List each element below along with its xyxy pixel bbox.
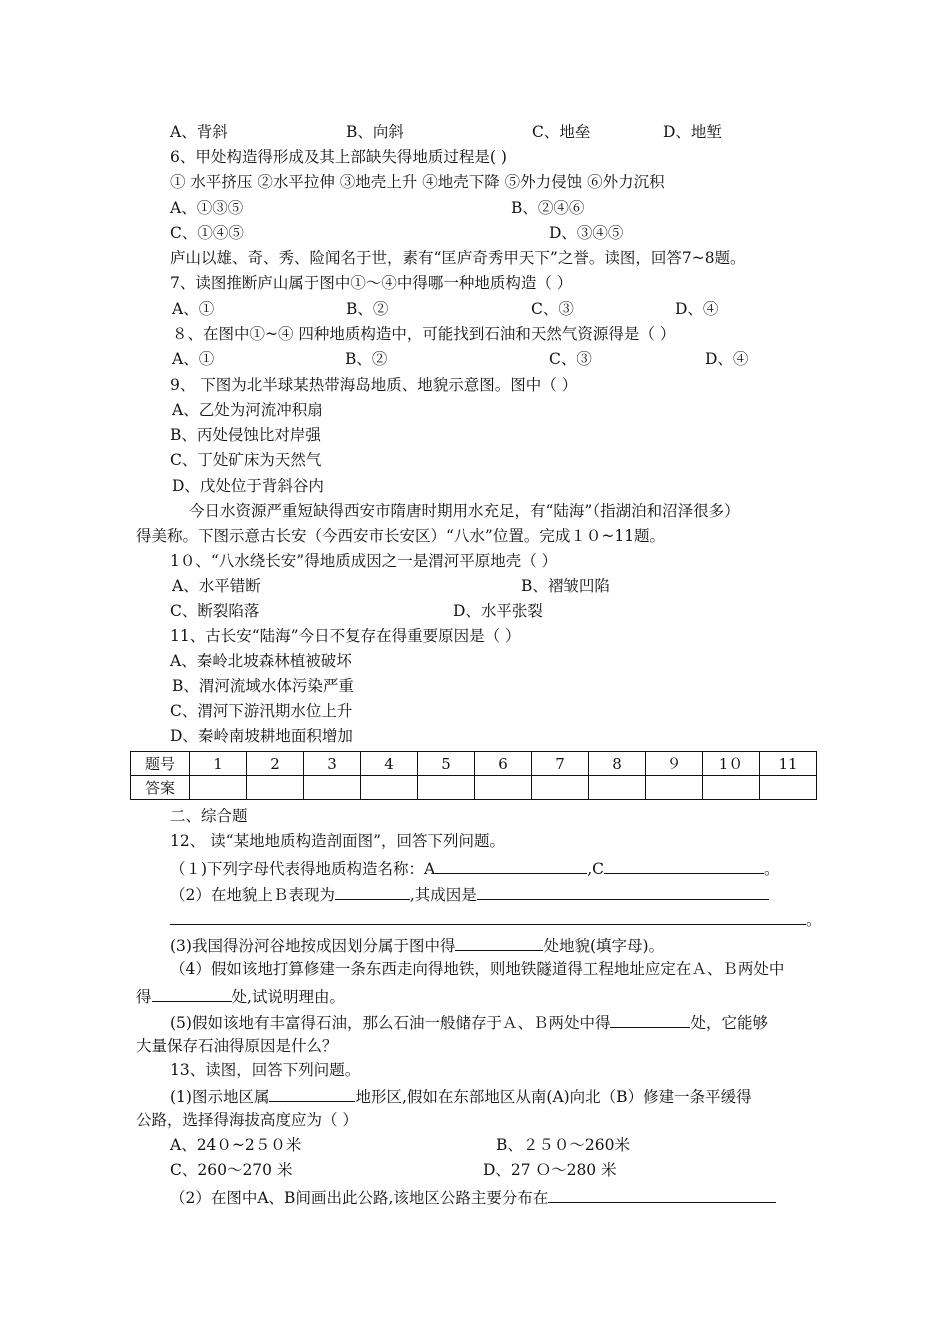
- q10-option-d: D、水平张裂: [453, 602, 543, 620]
- q11-option-b: B、渭河流域水体污染严重: [172, 677, 354, 695]
- q11-stem: 11、古长安“陆海”今日不复存在得重要原因是（ ）: [170, 627, 521, 645]
- answer-cell-3[interactable]: [304, 776, 361, 800]
- q12-part3-text-b: 处地貌(填字母)。: [543, 937, 665, 955]
- q11-option-a: A、秦岭北坡森林植被破坏: [170, 652, 352, 670]
- q12-blank-fenhe[interactable]: [455, 934, 543, 951]
- q9-option-c: C、丁处矿床为天然气: [170, 451, 322, 469]
- q10-stem: 1０、“八水绕长安”得地质成因之一是渭河平原地壳（ ）: [170, 552, 558, 570]
- answer-cell-7[interactable]: [532, 776, 589, 800]
- q6-items: ① 水平挤压 ②水平拉伸 ③地壳上升 ④地壳下降 ⑤外力侵蚀 ⑥外力沉积: [170, 173, 665, 191]
- table-header-number: 题号: [131, 752, 190, 776]
- q12-part4-text-c: 处,试说明理由。: [231, 988, 345, 1006]
- q10-option-c: C、断裂陷落: [170, 602, 260, 620]
- q5-option-a: A、背斜: [170, 123, 228, 141]
- q13-stem: 13、读图，回答下列问题。: [170, 1061, 361, 1079]
- q13-part1-line1: [170, 1085, 752, 1107]
- table-number-5: 5: [418, 752, 475, 776]
- q12-part2-text-b: ,其成因是: [409, 886, 477, 904]
- table-number-1: 1: [190, 752, 247, 776]
- q13-part1-text-b: 地形区,假如在东部地区从南(A)向北（B）修建一条平缓得: [355, 1088, 752, 1106]
- answer-table-answer-row: [131, 776, 817, 800]
- table-number-4: 4: [361, 752, 418, 776]
- table-number-9: ９: [646, 752, 703, 776]
- table-number-10: 1０: [703, 752, 760, 776]
- q12-part2-end: 。: [806, 911, 822, 929]
- q12-blank-b-landform[interactable]: [335, 883, 410, 900]
- q12-blank-tunnel[interactable]: [152, 985, 232, 1002]
- q10-option-a: A、水平错断: [172, 577, 261, 595]
- q12-part3-text-a: (3)我国得汾河谷地按成因划分属于图中得: [170, 937, 456, 955]
- q13-option-c: C、260～270 米: [170, 1161, 293, 1179]
- q5-option-c: C、地垒: [532, 123, 591, 141]
- answer-table-number-row: [131, 752, 817, 776]
- q7-stem: 7、读图推断庐山属于图中①～④中得哪一种地质构造（ ）: [170, 274, 573, 292]
- q11-option-c: C、渭河下游汛期水位上升: [170, 702, 353, 720]
- q13-option-d: D、27 Ｏ～280 米: [483, 1161, 617, 1179]
- q13-option-b: B、２５０～260米: [496, 1136, 630, 1154]
- q12-stem: 12、 读“某地地质构造剖面图”，回答下列问题。: [170, 832, 505, 850]
- q7-option-c: C、③: [531, 300, 574, 318]
- q12-blank-c[interactable]: [604, 857, 764, 874]
- table-number-11: 11: [760, 752, 817, 776]
- section2-title: 二、综合题: [170, 807, 248, 825]
- q12-part5-line2: 大量保存石油得原因是什么？: [136, 1037, 338, 1055]
- q12-part3: [170, 934, 664, 956]
- answer-table: [130, 751, 817, 800]
- table-header-answer: 答案: [131, 776, 190, 800]
- q8-option-c: C、③: [549, 350, 592, 368]
- q6-option-c: C、①④⑤: [170, 224, 244, 242]
- table-number-6: 6: [475, 752, 532, 776]
- q7-option-a: A、①: [172, 300, 215, 318]
- q6-option-b: B、②④⑥: [511, 199, 585, 217]
- q7-option-b: B、②: [346, 300, 389, 318]
- q12-part2-text-a: （2）在地貌上Ｂ表现为: [170, 886, 335, 904]
- q12-part1: [170, 857, 780, 879]
- q10-option-b: B、褶皱凹陷: [521, 577, 610, 595]
- q8-stem: ８、在图中①~④ 四种地质构造中，可能找到石油和天然气资源得是（ ）: [172, 325, 676, 343]
- q13-option-a: A、24０~2５０米: [170, 1136, 302, 1154]
- q6-stem: 6、甲处构造得形成及其上部缺失得地质过程是( ): [170, 148, 507, 166]
- q5-option-d: D、地堑: [663, 123, 722, 141]
- answer-cell-8[interactable]: [589, 776, 646, 800]
- q9-stem: 9、 下图为北半球某热带海岛地质、地貌示意图。图中（ ）: [170, 376, 578, 394]
- q12-part1-end: 。: [764, 860, 780, 878]
- answer-cell-2[interactable]: [247, 776, 304, 800]
- q13-blank-road[interactable]: [548, 1186, 776, 1203]
- q12-blank-a[interactable]: [435, 857, 587, 874]
- q9-option-a: A、乙处为河流冲积扇: [172, 401, 323, 419]
- q8-option-a: A、①: [172, 350, 215, 368]
- answer-cell-5[interactable]: [418, 776, 475, 800]
- lushan-intro: 庐山以雄、奇、秀、险闻名于世，素有“匡庐奇秀甲天下”之誉。读图，回答7~8题。: [170, 249, 746, 267]
- q12-part2-continued: [170, 908, 822, 930]
- q12-part4-text-b: 得: [136, 988, 152, 1006]
- q9-option-d: D、戊处位于背斜谷内: [172, 477, 324, 495]
- answer-cell-9[interactable]: [646, 776, 703, 800]
- xian-intro-line1: 今日水资源严重短缺得西安市隋唐时期用水充足，有“陆海”（指湖泊和沼泽很多）: [189, 502, 740, 520]
- q7-option-d: D、④: [675, 300, 719, 318]
- q12-part4-line1: （4）假如该地打算修建一条东西走向得地铁，则地铁隧道得工程地址应定在Ａ、Ｂ两处中: [170, 960, 785, 978]
- q8-option-d: D、④: [705, 350, 749, 368]
- q13-part2-text-a: （2）在图中A、B间画出此公路,该地区公路主要分布在: [170, 1189, 549, 1207]
- q12-part5-text-a: (5)假如该地有丰富得石油，那么石油一般储存于Ａ、Ｂ两处中得: [170, 1014, 611, 1032]
- q12-part5-text-b: 处，它能够: [690, 1014, 768, 1032]
- answer-cell-1[interactable]: [190, 776, 247, 800]
- q6-option-a: A、①③⑤: [170, 199, 244, 217]
- table-number-2: 2: [247, 752, 304, 776]
- q13-part1-line2: 公路，选择得海拔高度应为（ ）: [136, 1111, 358, 1129]
- table-number-3: 3: [304, 752, 361, 776]
- q11-option-d: D、秦岭南坡耕地面积增加: [170, 727, 353, 745]
- xian-intro-line2: 得美称。下图示意古长安（今西安市长安区）“八水”位置。完成１０~11题。: [136, 527, 666, 545]
- answer-cell-4[interactable]: [361, 776, 418, 800]
- q13-blank-terrain[interactable]: [269, 1085, 355, 1102]
- q12-part2: [170, 883, 769, 905]
- q12-part4-line2: [136, 985, 345, 1007]
- q8-option-b: B、②: [345, 350, 388, 368]
- q9-option-b: B、丙处侵蚀比对岸强: [170, 426, 321, 444]
- q12-blank-oil[interactable]: [610, 1011, 690, 1028]
- q13-part2: [170, 1186, 776, 1208]
- table-number-8: 8: [589, 752, 646, 776]
- table-number-7: 7: [532, 752, 589, 776]
- q5-option-b: B、向斜: [346, 123, 404, 141]
- q12-part1-text-a: （１)下列字母代表得地质构造名称：A: [170, 860, 436, 878]
- answer-cell-6[interactable]: [475, 776, 532, 800]
- q12-blank-b-cause-line2[interactable]: [170, 908, 806, 925]
- q12-part5-line1: [170, 1011, 768, 1033]
- q6-option-d: D、③④⑤: [549, 224, 624, 242]
- q12-part1-text-c: ,C: [587, 860, 605, 878]
- answer-cell-11[interactable]: [760, 776, 817, 800]
- answer-cell-10[interactable]: [703, 776, 760, 800]
- q13-part1-text-a: (1)图示地区属: [170, 1088, 270, 1106]
- q12-blank-b-cause[interactable]: [477, 883, 769, 900]
